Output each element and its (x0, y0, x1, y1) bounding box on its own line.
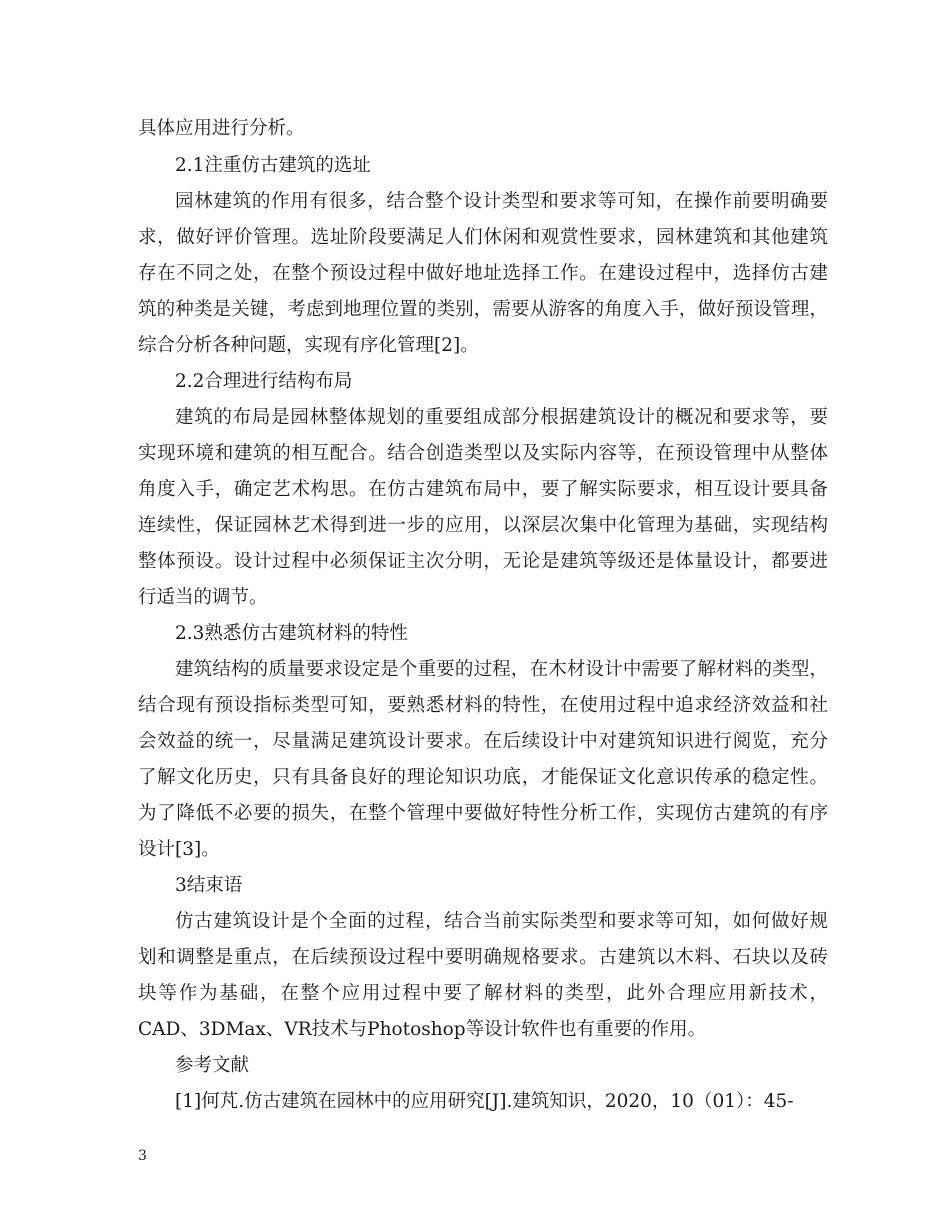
section-heading: 2.1注重仿古建筑的选址 (175, 155, 371, 176)
references-heading: 参考文献 (175, 1055, 250, 1076)
body-text-line: 存在不同之处，在整个预设过程中做好地址选择工作。在建设过程中，选择仿古建 (138, 263, 828, 284)
section-heading: 3结束语 (175, 875, 243, 896)
body-text-line: 建筑结构的质量要求设定是个重要的过程，在木材设计中需要了解材料的类型， (175, 659, 828, 680)
reference-item: [1]何芃.仿古建筑在园林中的应用研究[J].建筑知识，2020，10（01）：45- (175, 1091, 794, 1112)
body-text-line: 连续性，保证园林艺术得到进一步的应用，以深层次集中化管理为基础，实现结构 (138, 515, 828, 536)
body-text-line: 求，做好评价管理。选址阶段要满足人们休闲和观赏性要求，园林建筑和其他建筑 (138, 227, 828, 248)
body-text-line: 角度入手，确定艺术构思。在仿古建筑布局中，要了解实际要求，相互设计要具备 (138, 479, 828, 500)
body-text-line: 建筑的布局是园林整体规划的重要组成部分根据建筑设计的概况和要求等，要 (175, 407, 828, 428)
body-text-line: 设计[3]。 (138, 839, 220, 860)
section-heading: 2.2合理进行结构布局 (175, 371, 353, 392)
body-text-line: 具体应用进行分析。 (138, 118, 305, 139)
body-text-line: 筑的种类是关键，考虑到地理位置的类别，需要从游客的角度入手，做好预设管理， (138, 299, 828, 320)
body-text-line: 了解文化历史，只有具备良好的理论知识功底，才能保证文化意识传承的稳定性。 (138, 767, 828, 788)
body-text-line: 园林建筑的作用有很多，结合整个设计类型和要求等可知，在操作前要明确要 (175, 191, 828, 212)
page-number: 3 (138, 1148, 147, 1164)
body-text-line: 行适当的调节。 (138, 587, 268, 608)
body-text-line: 为了降低不必要的损失，在整个管理中要做好特性分析工作，实现仿古建筑的有序 (138, 803, 828, 824)
body-text-line: 综合分析各种问题，实现有序化管理[2]。 (138, 335, 479, 356)
body-text-line: 结合现有预设指标类型可知，要熟悉材料的特性，在使用过程中追求经济效益和社 (138, 695, 828, 716)
body-text-line: 仿古建筑设计是个全面的过程，结合当前实际类型和要求等可知，如何做好规 (175, 911, 828, 932)
body-text-line: 块等作为基础，在整个应用过程中要了解材料的类型，此外合理应用新技术， (138, 983, 828, 1004)
body-text-line: CAD、3DMax、VR技术与Photoshop等设计软件也有重要的作用。 (138, 1019, 707, 1040)
body-text-line: 实现环境和建筑的相互配合。结合创造类型以及实际内容等，在预设管理中从整体 (138, 443, 828, 464)
body-text-line: 会效益的统一，尽量满足建筑设计要求。在后续设计中对建筑知识进行阅览，充分 (138, 731, 828, 752)
section-heading: 2.3熟悉仿古建筑材料的特性 (175, 623, 408, 644)
body-text-line: 划和调整是重点，在后续预设过程中要明确规格要求。古建筑以木料、石块以及砖 (138, 947, 828, 968)
body-text-line: 整体预设。设计过程中必须保证主次分明，无论是建筑等级还是体量设计，都要进 (138, 551, 828, 572)
